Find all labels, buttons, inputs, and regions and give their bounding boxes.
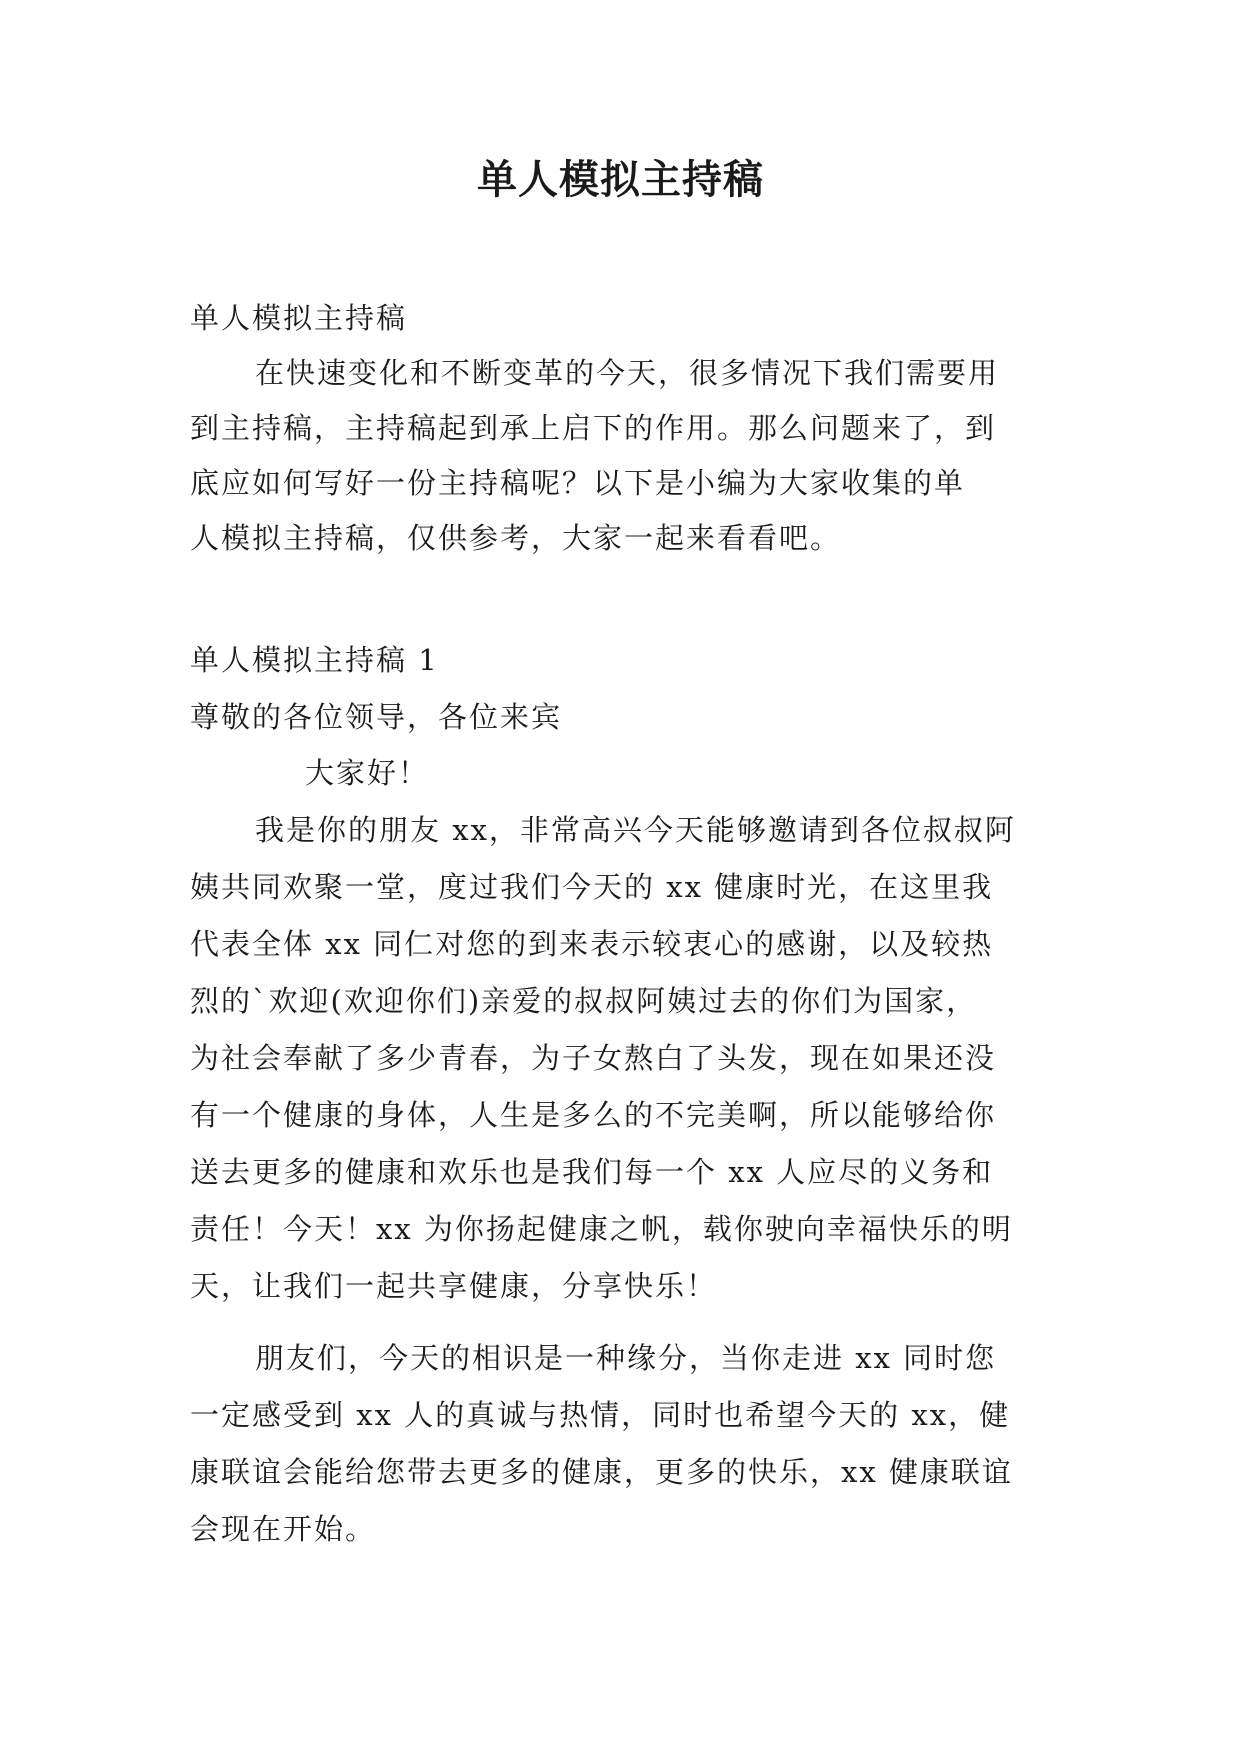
paragraph1-line: 有一个健康的身体，人生是多么的不完美啊，所以能够给你 [190, 1098, 997, 1132]
paragraph1-line: 责任！今天！xx 为你扬起健康之帆，载你驶向幸福快乐的明 [190, 1212, 1013, 1246]
paragraph1-line: 送去更多的健康和欢乐也是我们每一个 xx 人应尽的义务和 [190, 1155, 994, 1189]
paragraph1-line: 为社会奉献了多少青春，为子女熬白了头发，现在如果还没 [190, 1041, 997, 1075]
section-heading: 单人模拟主持稿 1 [190, 643, 439, 677]
intro-line: 在快速变化和不断变革的今天，很多情况下我们需要用 [255, 356, 1000, 390]
paragraph2-line: 会现在开始。 [190, 1512, 377, 1546]
intro-line: 到主持稿，主持稿起到承上启下的作用。那么问题来了，到 [190, 411, 997, 445]
document-subtitle: 单人模拟主持稿 [190, 301, 408, 335]
paragraph1-line: 烈的`欢迎(欢迎你们)亲爱的叔叔阿姨过去的你们为国家， [190, 984, 978, 1018]
paragraph1-line: 我是你的朋友 xx，非常高兴今天能够邀请到各位叔叔阿 [255, 813, 1016, 847]
paragraph1-line: 天，让我们一起共享健康，分享快乐！ [190, 1269, 718, 1303]
salutation: 尊敬的各位领导，各位来宾 [190, 700, 563, 734]
paragraph2-line: 康联谊会能给您带去更多的健康，更多的快乐，xx 健康联谊 [190, 1455, 1013, 1489]
greeting: 大家好！ [305, 756, 430, 790]
paragraph2-line: 一定感受到 xx 人的真诚与热情，同时也希望今天的 xx，健 [190, 1398, 1011, 1432]
paragraph2-line: 朋友们，今天的相识是一种缘分，当你走进 xx 同时您 [255, 1341, 997, 1375]
intro-line: 人模拟主持稿，仅供参考，大家一起来看看吧。 [190, 521, 842, 555]
intro-line: 底应如何写好一份主持稿呢？以下是小编为大家收集的单 [190, 466, 966, 500]
paragraph1-line: 姨共同欢聚一堂，度过我们今天的 xx 健康时光，在这里我 [190, 870, 994, 904]
paragraph1-line: 代表全体 xx 同仁对您的到来表示较衷心的感谢，以及较热 [190, 927, 994, 961]
document-title: 单人模拟主持稿 [477, 156, 764, 203]
